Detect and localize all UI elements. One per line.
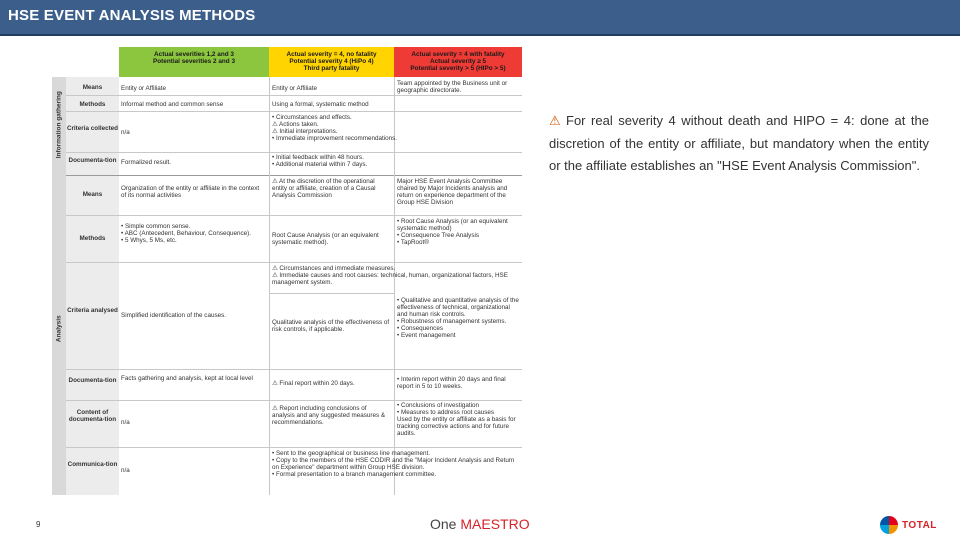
cell: Simplified identification of the causes. — [121, 312, 227, 319]
section-label-analysis: Analysis — [55, 315, 63, 343]
row-label-content: Content of documenta-tion — [68, 409, 117, 423]
cell: Root Cause Analysis (or an equivalent systematic method). — [272, 232, 379, 246]
cell: Team appointed by the Business unit or geographic directorate. — [397, 80, 508, 94]
company-name: TOTAL — [902, 520, 937, 531]
cell: ⚠ Report including conclusions of analysis and any suggested measures & recommendations. — [272, 405, 386, 426]
cell: n/a — [121, 129, 130, 136]
cell: • Initial feedback within 48 hours. • Additional material within 7 days. — [272, 154, 368, 168]
row-label-documentation: Documenta-tion — [68, 377, 117, 384]
row-label-means: Means — [82, 191, 103, 198]
brand-logo — [430, 516, 530, 532]
row-divider — [66, 111, 522, 112]
row-divider — [66, 95, 522, 96]
cell: • Sent to the geographical or business line management. • Copy to the members of the HSE CODIR and the "Major Incident Analysis and Return on Experience" department within Group HSE division. • Formal presentation to a branch management committee. — [272, 450, 515, 478]
warning-icon: ⚠ — [549, 113, 561, 128]
cell: Qualitative analysis of the effectiveness of risk controls, if applicable. — [272, 319, 390, 333]
row-label-methods: Methods — [79, 101, 106, 108]
row-divider — [66, 262, 522, 263]
cell: Major HSE Event Analysis Committee chaired by Major Incidents analysis and return on experience department of the Group HSE Division — [397, 178, 508, 206]
header-severity-high: Actual severity = 4 with fatality Actual severity ≥ 5 Potential severity > 5 (HIPo > 5) — [394, 47, 522, 77]
brand-one: One — [430, 516, 457, 532]
column-divider — [269, 77, 270, 495]
cell: • Interim report within 20 days and final report in 5 to 10 weeks. — [397, 376, 506, 390]
company-mark-icon — [880, 516, 898, 534]
cell: ⚠ At the discretion of the operational entity or affiliate, creation of a Causal Analysis Commission — [272, 178, 376, 199]
page-number: 9 — [36, 520, 41, 529]
cell: • Circumstances and effects. ⚠ Actions taken. ⚠ Initial interpretations. • Immediate improvement recommendations. — [272, 114, 398, 142]
row-divider — [66, 400, 522, 401]
callout-note — [549, 110, 929, 178]
callout-text: For real severity 4 without death and HIPO = 4: done at the discretion of the entity or affiliate, but mandatory when the entity or the affiliate establishes an "HSE Event Analysis Commission". — [549, 113, 929, 174]
row-label-communication: Communica-tion — [67, 461, 118, 468]
section-divider — [66, 175, 522, 176]
cell: • Qualitative and quantitative analysis of the effectiveness of technical, organizational and human risk controls. • Robustness of management systems. • Consequences • Event management — [397, 297, 519, 339]
cell: Formalized result. — [121, 159, 172, 166]
cell: • Simple common sense. • ABC (Antecedent, Behaviour, Consequence). • 5 Whys, 5 Ms, etc. — [121, 223, 251, 244]
section-label-info: Information gathering — [55, 91, 63, 159]
cell: n/a — [121, 467, 130, 474]
cell: n/a — [121, 419, 130, 426]
cell: • Conclusions of investigation • Measures to address root causes Used by the entity or affiliate as a basis for tracking corrective actions and for future audits. — [397, 402, 516, 437]
row-label-criteria: Criteria analysed — [67, 307, 118, 314]
row-label-documentation: Documenta-tion — [68, 157, 117, 164]
row-divider — [66, 215, 522, 216]
cell: • Root Cause Analysis (or an equivalent systematic method) • Consequence Tree Analysis • TapRoot® — [397, 218, 508, 246]
row-divider — [269, 293, 394, 294]
cell: ⚠ Final report within 20 days. — [272, 380, 355, 387]
cell: Informal method and common sense — [121, 101, 224, 108]
cell: Organization of the entity or affiliate in the context of its normal activities — [121, 185, 260, 199]
row-label-means: Means — [82, 84, 103, 91]
page-title: HSE EVENT ANALYSIS METHODS — [8, 7, 256, 24]
cell: ⚠ Circumstances and immediate measures. ⚠ Immediate causes and root causes: technical, human, organizational factors, HSE management system. — [272, 265, 508, 286]
row-label-column — [66, 77, 119, 495]
section-information-gathering — [52, 77, 66, 175]
cell: Using a formal, systematic method — [272, 101, 369, 108]
row-divider — [66, 152, 522, 153]
brand-name: MAESTRO — [460, 516, 530, 532]
row-divider — [66, 369, 522, 370]
section-analysis — [52, 175, 66, 495]
cell: Facts gathering and analysis, kept at local level — [121, 375, 253, 382]
cell: Entity or Affiliate — [121, 85, 167, 92]
cell: Entity or Affiliate — [272, 85, 318, 92]
row-divider — [66, 447, 522, 448]
methods-table — [52, 47, 522, 495]
title-bar — [0, 0, 960, 36]
header-severity-4: Actual severity = 4, no fatality Potential severity 4 (HiPo 4) Third party fatality — [269, 47, 394, 77]
row-label-criteria: Criteria collected — [66, 125, 119, 132]
header-severity-low: Actual severities 1,2 and 3 Potential severities 2 and 3 — [119, 47, 269, 77]
row-label-methods: Methods — [79, 235, 106, 242]
